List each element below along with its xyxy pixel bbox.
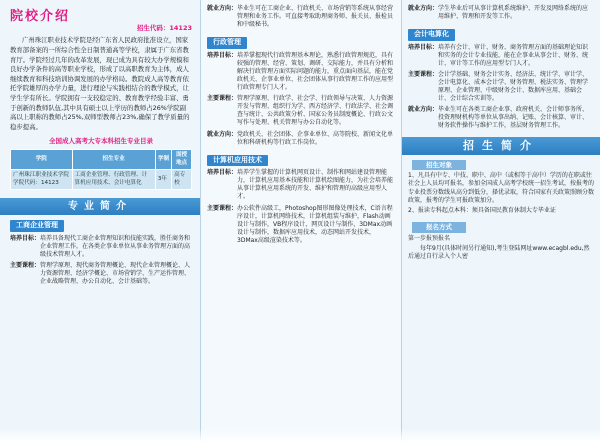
subhead-signup: 报名方式	[412, 222, 466, 233]
th-place: 面授地点	[172, 150, 192, 170]
goal-row-computer	[207, 169, 395, 201]
goal-text-computer: 培养学生掌握的计算机网页设计、制作和网站建设管理能力，计算机应用基本技能和计算机绘图能力，为社会培养能从事计算机应用系统的开发、维护和管理的高级应用型人才。	[237, 169, 394, 201]
bottom-fade	[0, 428, 600, 442]
job-row-admin	[207, 131, 395, 147]
job-text-accounting: 毕业生可在各类工商企业事、政府机关、会计师事务所、投资理财机构等单位从事出纳、记账、会计核算、审计、财务软件操作与维护工作，基层财务管理工作。	[438, 106, 589, 130]
goal-label: 培养目标：	[207, 169, 238, 177]
course-text-admin: 管理学原理、行政学、社会学、行政领导与决策、人力资源开发与管理、组织行为学、西方经济学、行政法学、社会调查与统计、公共政策分析、国家公务员制度概论、行政公文写作与处理、机关管理与办公自动化等。	[237, 95, 394, 127]
course-text: 管理学原理、现代商务管理概论、现代企业管理概论、人力资源管理、经济学概论、市场营销学、生产运作管理、企业战略管理、办公自动化、会计基础等。	[40, 262, 191, 286]
course-row	[10, 262, 192, 286]
goal-row-accounting	[408, 44, 594, 68]
signup-step-text: 每年9月(具体时间另行通知),考生登陆网址www.ecagbl.edu,然后通过自行录入个人密	[408, 244, 590, 260]
course-label: 主要课程：	[207, 204, 238, 212]
signup-step: 第一步报预报名	[408, 234, 451, 242]
table-row	[11, 170, 192, 190]
admission-band: 招生简介	[402, 137, 600, 155]
major-catalog-table	[10, 149, 192, 190]
course-row-accounting	[408, 71, 594, 103]
enroll-target-1: 1、凡具有中专、中技、职中、高中（或相等于高中）学历的在职或往社会上人员均可报名，参加全国成人高考学校统一招生考试，按报考的专业投票分数线从高分到低分，择优录取，符合国家有关政策照顾分数政策，报考的学生可报政策加分。	[408, 172, 595, 204]
course-text-accounting: 会计学基础、财务会计实务、经济法、统计学、审计学、会计电算化、成本会计学、财务管理、税法实务、管理学原理、企业管理、中级财务会计、数据库应用、基础会计、会计综合实训等。	[438, 70, 589, 103]
td-school: 广州珠江职业技术学院学院代码：14123	[11, 170, 73, 190]
column-majors	[201, 0, 401, 442]
school-intro-text: 广州珠江职业技术学院是经广东省人民政府批准设立，国家教育部备案的一所综合性全日制普通高等学校，隶属于广东省教育厅。学院经过几年的改革发展，现已成为具有较大办学规模和良好办学条件的高等职业学校，形成了以高职教育为主体，成人继续教育和科技培训协调发展的办学格局。教院成人高等教育依托学院雄厚的办学力量，进行理论与实践相结合的教学模式，让学生学有所长。学院拥有一支较稳定的、教育教学经验丰富、勇于创新的教师队伍,其中具有硕士以上学历的教师占26%学院副高以上职称的教师占25%,双师型教师占23%,确保了教学质量的稳步提高。	[10, 36, 190, 131]
goal-label: 培养目标：	[10, 234, 41, 242]
goal-label: 培养目标：	[408, 43, 439, 51]
td-place: 高专校	[172, 170, 192, 190]
major-intro-band: 专业简介	[0, 198, 200, 215]
goal-text-accounting: 培养有会计、审计、财务、商务管理方面的基础理论知识和实务的会计专业技能，能在企事业从事会计、财务、统计、审计等工作的应用型专门人才。	[438, 43, 589, 67]
job-row-business	[207, 5, 395, 29]
major-catalog-heading: 全国成人高考大专本科招生专业目录	[49, 137, 153, 146]
th-majors: 招生专业	[72, 150, 155, 170]
school-title: 院校介绍	[10, 9, 71, 24]
table-header-row	[11, 150, 192, 170]
job-label: 就业方向：	[207, 130, 238, 138]
course-label: 主要课程：	[10, 262, 41, 270]
th-years: 学制	[155, 150, 171, 170]
job-text-admin: 党政机关、社会团体、企事业单位、高等院校、新闻文化单位和科研机构等行政工作岗位。	[237, 130, 394, 146]
job-label: 就业方向：	[408, 106, 439, 114]
job-row-accounting	[408, 106, 594, 130]
job-label: 就业方向：	[207, 5, 238, 12]
school-code: 招生代码：14123	[136, 23, 192, 32]
job-text-business: 毕业生可在工商企业、行政机关、市场营销等系统从事经营管理和业务工作。可直接考取助理商务师、报关员、报检员和中级秘书。	[237, 5, 394, 29]
course-row-computer	[207, 205, 395, 245]
td-majors: 工商企业管理、行政管理、计算机应用技术、会计电算化	[72, 170, 155, 190]
job-label: 就业方向：	[408, 5, 439, 12]
enroll-target-2: 2、报读专科起点本科：须具备国民教育休制大专毕业证	[408, 206, 556, 214]
goal-text: 培养具备现代工商企业管理知识和技能实践，胜任商务和企业管理工作，在各类企事业单位从事业务管理方面的高级技术管理人才。	[40, 234, 191, 258]
subhead-enroll-target: 招生对象	[412, 160, 466, 171]
goal-row-admin	[207, 52, 395, 92]
th-school: 学院	[11, 150, 73, 170]
tag-accounting: 会计电算化	[408, 29, 455, 40]
tag-computer: 计算机应用技术	[207, 155, 268, 166]
column-admissions	[402, 0, 600, 442]
course-label: 主要课程：	[408, 70, 439, 78]
goal-label: 培养目标：	[207, 51, 238, 59]
goal-text-admin: 培养掌握现代行政管理基本理论，熟悉行政管理规范，具有较强的管理、经营、策划、调研、交际能力，并具有分析和解决行政管理方面实际问题的能力，重点面向基层，能在党政机关、企事业单位、社会团体从事行政管理工作的应用型行政管理专门人才。	[237, 51, 394, 92]
goal-row	[10, 235, 192, 259]
tag-administration: 行政管理	[207, 37, 247, 48]
job-text-computer: 学生毕业后可从事计算机系统维护、开发及网络系统的应用维护、管理和开发等工作。	[438, 5, 589, 21]
course-row-admin	[207, 95, 395, 127]
tag-business-management: 工商企业管理	[10, 220, 64, 231]
column-school-intro	[0, 0, 200, 442]
td-years: 3年	[155, 170, 171, 190]
course-text-computer: 办公软件高级工，Photoshop图形图像处理技术，C语言程序设计，计算机网络技术，计算机组装与维护，Flash动画设计与制作，VB程序设计，网页设计与制作，3DMax动画设计与制作，数据库应用技术，动态网站开发技术，3DMax高级渲染技术等。	[237, 204, 393, 244]
course-label: 主要课程：	[207, 95, 238, 103]
job-row-computer	[408, 5, 594, 21]
